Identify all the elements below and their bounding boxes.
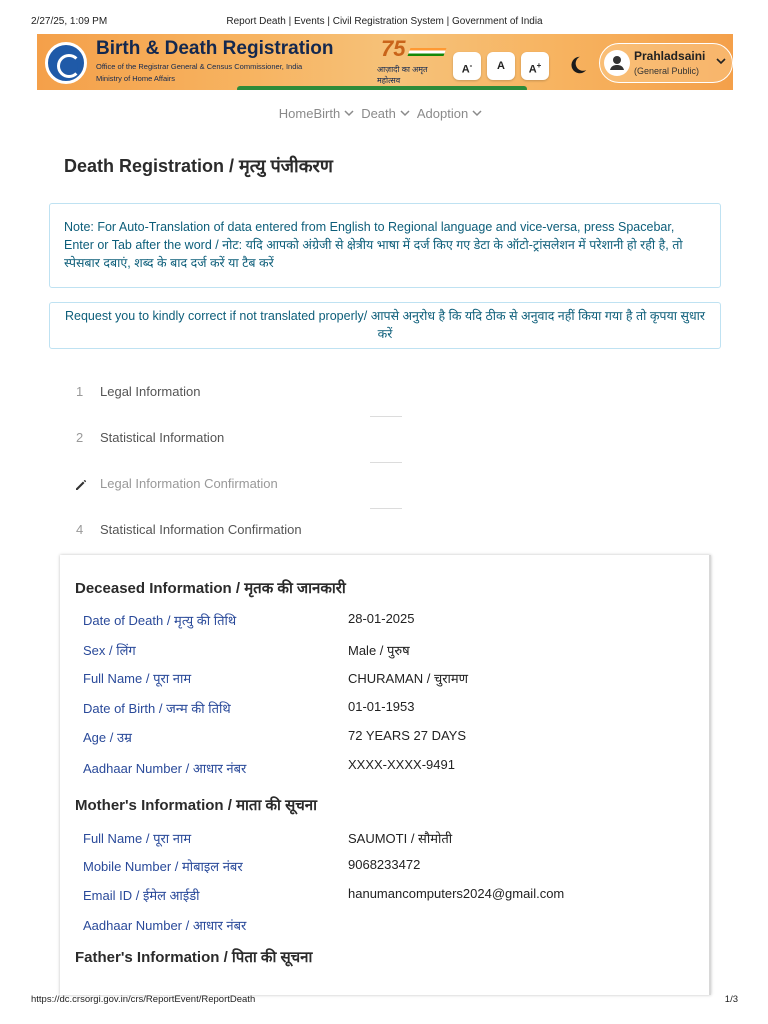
step-connector — [370, 416, 402, 417]
info-value: XXXX-XXXX-9491 — [348, 757, 455, 772]
info-value: CHURAMAN / चुरामण — [348, 671, 469, 686]
step-connector — [370, 462, 402, 463]
deceased-section-title: Deceased Information / मृतक की जानकारी — [75, 580, 346, 597]
step-statistical-information[interactable] — [70, 422, 470, 468]
info-value: 9068233472 — [348, 857, 421, 872]
nav-adoption[interactable]: Adoption — [416, 106, 469, 121]
step-legal-information[interactable] — [70, 376, 470, 422]
step-label: Statistical Information Confirmation — [100, 522, 302, 537]
font-normal-button[interactable] — [487, 52, 515, 80]
flag-icon — [408, 48, 447, 56]
font-increase-label: A — [528, 63, 537, 76]
user-role: (General Public) — [634, 66, 700, 76]
registration-stepper — [70, 376, 470, 560]
step-number: 2 — [76, 430, 84, 445]
font-decrease-button[interactable]: A- — [453, 52, 481, 80]
site-subtitle — [96, 61, 302, 85]
info-label: Email ID / ईमेल आईडी — [83, 888, 200, 903]
step-label: Legal Information Confirmation — [100, 476, 278, 491]
dark-mode-moon-icon[interactable] — [567, 54, 589, 76]
step-statistical-information-confirmation[interactable] — [70, 514, 470, 560]
nav-home[interactable]: Home — [278, 106, 314, 121]
print-url: https://dc.crsorgi.gov.in/crs/ReportEvent/ReportDeath — [31, 994, 256, 1005]
info-value: 01-01-1953 — [348, 699, 415, 714]
info-row-date-of-death — [83, 611, 683, 631]
print-page-title: Report Death | Events | Civil Registration System | Government of India — [226, 16, 543, 27]
step-legal-information-confirmation[interactable] — [70, 468, 470, 514]
info-label: Mobile Number / मोबाइल नंबर — [83, 859, 243, 874]
banner-green-strip — [237, 86, 527, 90]
info-label: Date of Death / मृत्यु की तिथि — [83, 613, 237, 628]
mother-section-title: Mother's Information / माता की सूचना — [75, 797, 317, 814]
site-subtitle-ministry: Ministry of Home Affairs — [96, 74, 176, 83]
header-banner — [37, 34, 733, 90]
info-label: Date of Birth / जन्म की तिथि — [83, 701, 231, 716]
info-label: Full Name / पूरा नाम — [83, 671, 192, 686]
info-label: Aadhaar Number / आधार नंबर — [83, 918, 247, 933]
avatar — [604, 50, 630, 76]
info-row-sex — [83, 641, 683, 661]
info-row-mobile — [83, 857, 683, 877]
info-row-aadhaar — [83, 759, 683, 779]
step-connector — [370, 508, 402, 509]
chevron-down-icon[interactable] — [344, 110, 354, 117]
step-number: 1 — [76, 384, 84, 399]
info-row-full-name — [83, 669, 683, 689]
translation-note: Note: For Auto-Translation of data entered from English to Regional language and vice-versa, press Spacebar, Enter or Tab after the word / नोट: यदि आपको अंग्रेजी से क्षेत्रीय भाषा में दर्ज किए गए डेटा के ऑटो-ट्रांसलेशन में परेशानी हो रही है, तो स्पेसबार दबाएं, शब्द के बाद दर्ज करें या टैब करें — [49, 203, 721, 288]
info-row-mother-name — [83, 829, 683, 849]
main-nav — [0, 106, 768, 121]
print-page-number: 1/3 — [724, 994, 738, 1005]
father-section-title: Father's Information / पिता की सूचना — [75, 949, 313, 966]
info-label: Sex / लिंग — [83, 643, 136, 658]
nav-birth[interactable]: Birth — [313, 106, 341, 121]
page-title: Death Registration / मृत्यु पंजीकरण — [64, 156, 333, 176]
info-value: Male / पुरुष — [348, 643, 410, 658]
correction-request-note: Request you to kindly correct if not translated properly/ आपसे अनुरोध है कि यदि ठीक से अनुवाद नहीं किया गया है तो कृपया सुधार करें — [49, 302, 721, 349]
step-label: Legal Information — [100, 384, 201, 399]
emblem-number: 75 — [381, 36, 406, 61]
site-title[interactable]: Birth & Death Registration — [96, 38, 334, 59]
info-row-date-of-birth — [83, 699, 683, 719]
registrar-logo-icon[interactable] — [45, 42, 87, 84]
info-row-mother-aadhaar — [83, 916, 683, 936]
info-row-age — [83, 728, 683, 748]
emblem-text: आज़ादी का अमृत महोत्सव — [377, 65, 428, 85]
info-label: Aadhaar Number / आधार नंबर — [83, 761, 247, 776]
info-value: 72 YEARS 27 DAYS — [348, 728, 467, 743]
info-label: Age / उम्र — [83, 730, 132, 745]
user-name: Prahladsaini — [634, 49, 706, 63]
step-number: 4 — [76, 522, 84, 537]
edit-pencil-icon — [74, 478, 88, 492]
font-increase-button[interactable]: A+ — [521, 52, 549, 80]
print-header — [31, 16, 738, 30]
site-subtitle-office: Office of the Registrar General & Census Commissioner, India — [96, 62, 303, 71]
info-row-email — [83, 886, 683, 906]
chevron-down-icon — [716, 56, 726, 66]
nav-death[interactable]: Death — [361, 106, 396, 121]
user-icon — [604, 50, 630, 76]
font-decrease-label: A — [461, 63, 470, 76]
azadi-amrit-mahotsav-logo — [377, 38, 441, 84]
info-value: 28-01-2025 — [348, 611, 415, 626]
chevron-down-icon[interactable] — [472, 110, 482, 117]
user-menu[interactable] — [599, 43, 733, 83]
font-normal-label: A — [497, 60, 505, 72]
chevron-down-icon[interactable] — [400, 110, 410, 117]
info-label: Full Name / पूरा नाम — [83, 831, 192, 846]
step-label: Statistical Information — [100, 430, 225, 445]
info-value: hanumancomputers2024@gmail.com — [348, 886, 565, 901]
print-datetime: 2/27/25, 1:09 PM — [31, 16, 108, 27]
confirmation-card — [60, 555, 711, 995]
info-value: SAUMOTI / सौमोती — [348, 831, 453, 846]
